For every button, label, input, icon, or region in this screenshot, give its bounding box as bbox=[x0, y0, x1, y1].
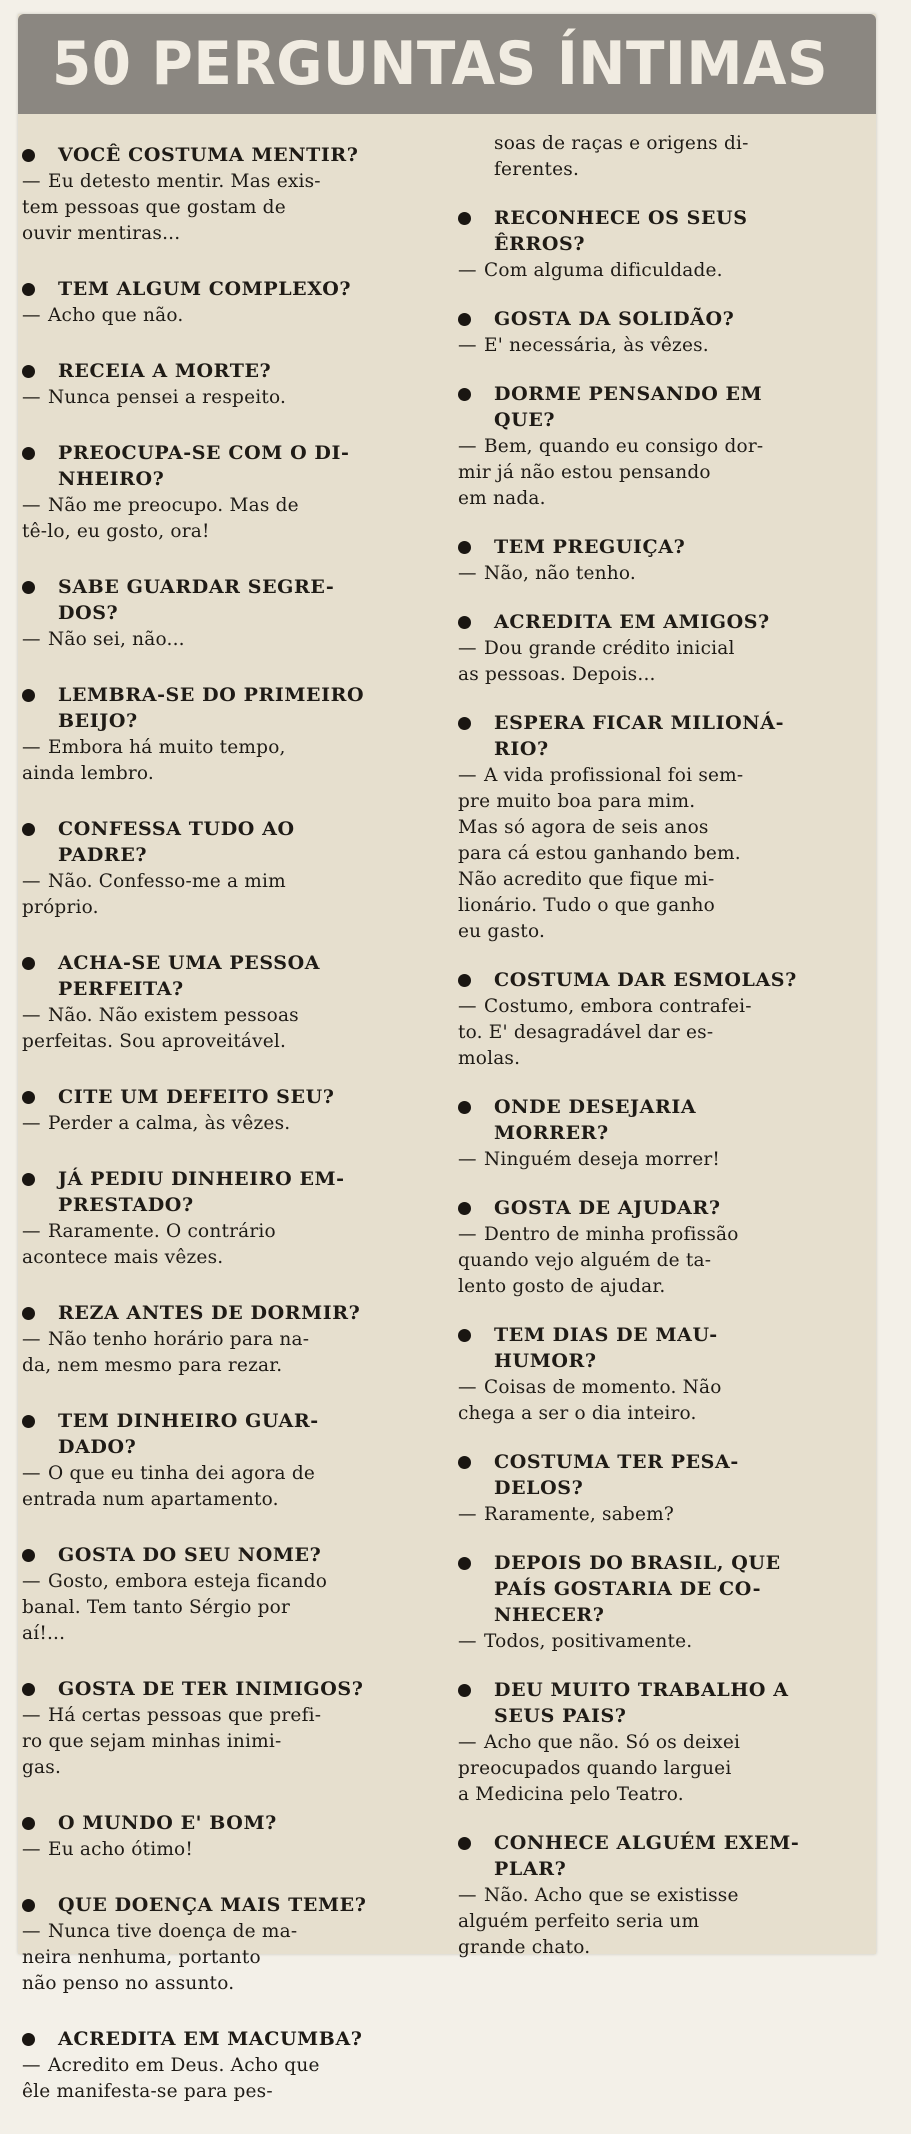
bullet-icon bbox=[458, 1557, 471, 1570]
answer-dash: — bbox=[22, 1329, 41, 1350]
answer-dash: — bbox=[458, 1377, 477, 1398]
answer-text bbox=[458, 258, 868, 284]
answer-text bbox=[22, 1327, 430, 1379]
question-item bbox=[22, 950, 430, 1055]
question-item bbox=[22, 816, 430, 921]
answer-dash: — bbox=[22, 1463, 41, 1484]
bullet-icon bbox=[458, 974, 471, 987]
answer-text bbox=[22, 1461, 430, 1513]
bullet-icon bbox=[22, 283, 35, 296]
answer-text bbox=[22, 1703, 430, 1781]
question-text: DEU MUITO TRABALHO A SEUS PAIS? bbox=[494, 1679, 789, 1727]
answer-dash: — bbox=[458, 1732, 477, 1753]
answer-dash: — bbox=[22, 2055, 41, 2076]
bullet-icon bbox=[22, 1817, 35, 1830]
bullet-icon bbox=[22, 1091, 35, 1104]
question-item bbox=[458, 710, 868, 945]
bullet-icon bbox=[22, 1415, 35, 1428]
bullet-icon bbox=[458, 1456, 471, 1469]
answer-dash: — bbox=[22, 1839, 41, 1860]
question-text: COSTUMA TER PESA- DELOS? bbox=[494, 1451, 739, 1499]
question-item bbox=[22, 1408, 430, 1513]
bullet-icon bbox=[458, 541, 471, 554]
question-text: CITE UM DEFEITO SEU? bbox=[58, 1086, 335, 1108]
answer-text bbox=[22, 1569, 430, 1647]
answer-body: Há certas pessoas que prefi- ro que sejam minhas inimi- gas. bbox=[22, 1705, 322, 1778]
question-item bbox=[22, 682, 430, 787]
answer-body: Nunca pensei a respeito. bbox=[48, 387, 287, 408]
bullet-icon bbox=[458, 1684, 471, 1697]
question-item bbox=[22, 1300, 430, 1379]
question-item bbox=[22, 1542, 430, 1647]
question-item bbox=[458, 381, 868, 512]
question-item bbox=[458, 1449, 868, 1528]
bullet-icon bbox=[458, 1202, 471, 1215]
question-text: TEM PREGUIÇA? bbox=[494, 536, 686, 558]
answer-body: Gosto, embora esteja ficando banal. Tem tanto Sérgio por aí!... bbox=[22, 1571, 328, 1644]
question-item bbox=[458, 1322, 868, 1427]
answer-body: Não tenho horário para na- da, nem mesmo para rezar. bbox=[22, 1329, 310, 1376]
bullet-icon bbox=[458, 212, 471, 225]
answer-body: Nunca tive doença de ma- neira nenhuma, portanto não penso no assunto. bbox=[22, 1921, 298, 1994]
answer-text bbox=[22, 1111, 430, 1137]
question-item bbox=[22, 276, 430, 329]
answer-text bbox=[22, 1919, 430, 1997]
question-item bbox=[458, 1830, 868, 1961]
bullet-icon bbox=[22, 581, 35, 594]
bullet-icon bbox=[458, 313, 471, 326]
answer-dash: — bbox=[22, 1921, 41, 1942]
answer-body: Dentro de minha profissão quando vejo alguém de ta- lento gosto de ajudar. bbox=[458, 1224, 739, 1297]
question-item bbox=[22, 142, 430, 247]
bullet-icon bbox=[22, 1549, 35, 1562]
question-item bbox=[22, 1810, 430, 1863]
answer-body: Acho que não. Só os deixei preocupados quando larguei a Medicina pelo Teatro. bbox=[458, 1732, 741, 1805]
answer-body: E' necessária, às vêzes. bbox=[484, 335, 709, 356]
question-item bbox=[22, 1676, 430, 1781]
answer-dash: — bbox=[458, 1504, 477, 1525]
question-text: GOSTA DO SEU NOME? bbox=[58, 1544, 322, 1566]
bullet-icon bbox=[458, 1329, 471, 1342]
answer-dash: — bbox=[22, 629, 41, 650]
question-text: TEM DINHEIRO GUAR- DADO? bbox=[58, 1410, 319, 1458]
question-text: RECEIA A MORTE? bbox=[58, 360, 272, 382]
bullet-icon bbox=[22, 957, 35, 970]
question-text: QUE DOENÇA MAIS TEME? bbox=[58, 1894, 367, 1916]
question-item bbox=[22, 1166, 430, 1271]
answer-body: Eu acho ótimo! bbox=[48, 1839, 194, 1860]
answer-dash: — bbox=[22, 871, 41, 892]
left-column bbox=[22, 142, 430, 2134]
question-text: ACREDITA EM AMIGOS? bbox=[494, 611, 770, 633]
answer-body: Embora há muito tempo, ainda lembro. bbox=[22, 737, 286, 784]
question-text: ESPERA FICAR MILIONÁ- RIO? bbox=[494, 712, 785, 760]
answer-body: Não. Confesso-me a mim próprio. bbox=[22, 871, 286, 918]
question-text: ACHA-SE UMA PESSOA PERFEITA? bbox=[58, 952, 321, 1000]
answer-dash: — bbox=[22, 1221, 41, 1242]
answer-dash: — bbox=[458, 638, 477, 659]
bullet-icon bbox=[22, 365, 35, 378]
answer-text bbox=[22, 303, 430, 329]
answer-body: Não sei, não... bbox=[48, 629, 185, 650]
answer-body: Não. Acho que se existisse alguém perfeito seria um grande chato. bbox=[458, 1885, 739, 1958]
answer-dash: — bbox=[22, 305, 41, 326]
question-item bbox=[458, 534, 868, 587]
answer-text bbox=[458, 1147, 868, 1173]
bullet-icon bbox=[458, 1101, 471, 1114]
question-item bbox=[458, 1094, 868, 1173]
question-item bbox=[458, 306, 868, 359]
answer-body: O que eu tinha dei agora de entrada num apartamento. bbox=[22, 1463, 316, 1510]
answer-body: Costumo, embora contrafei- to. E' desagradável dar es- molas. bbox=[458, 996, 752, 1069]
answer-body: Eu detesto mentir. Mas exis- tem pessoas que gostam de ouvir mentiras... bbox=[22, 171, 321, 244]
answer-text bbox=[22, 385, 430, 411]
question-item bbox=[458, 205, 868, 284]
question-text: GOSTA DE AJUDAR? bbox=[494, 1197, 721, 1219]
answer-text bbox=[458, 1730, 868, 1808]
question-item bbox=[458, 967, 868, 1072]
answer-continuation: soas de raças e origens di- ferentes. bbox=[494, 133, 749, 180]
question-text: DEPOIS DO BRASIL, QUE PAÍS GOSTARIA DE CO- NHECER? bbox=[494, 1552, 781, 1626]
answer-body: Não me preocupo. Mas de tê-lo, eu gosto, ora! bbox=[22, 495, 299, 542]
answer-dash: — bbox=[458, 1224, 477, 1245]
question-text: GOSTA DE TER INIMIGOS? bbox=[58, 1678, 364, 1700]
bullet-icon bbox=[458, 1837, 471, 1850]
answer-text bbox=[458, 333, 868, 359]
question-text: O MUNDO E' BOM? bbox=[58, 1812, 277, 1834]
answer-dash: — bbox=[458, 1631, 477, 1652]
question-text: RECONHECE OS SEUS ÊRROS? bbox=[494, 207, 748, 255]
bullet-icon bbox=[22, 149, 35, 162]
question-text: COSTUMA DAR ESMOLAS? bbox=[494, 969, 797, 991]
question-text: LEMBRA-SE DO PRIMEIRO BEIJO? bbox=[58, 684, 365, 732]
answer-body: Acho que não. bbox=[48, 305, 184, 326]
question-item bbox=[22, 1084, 430, 1137]
answer-text bbox=[22, 2053, 430, 2105]
answer-dash: — bbox=[458, 1885, 477, 1906]
answer-body: Acredito em Deus. Acho que êle manifesta-se para pes- bbox=[22, 2055, 320, 2102]
answer-dash: — bbox=[22, 1005, 41, 1026]
answer-body: Não. Não existem pessoas perfeitas. Sou aproveitável. bbox=[22, 1005, 299, 1052]
question-text: REZA ANTES DE DORMIR? bbox=[58, 1302, 361, 1324]
bullet-icon bbox=[22, 1307, 35, 1320]
question-text: JÁ PEDIU DINHEIRO EM- PRESTADO? bbox=[58, 1168, 345, 1216]
answer-text bbox=[22, 735, 430, 787]
answer-text bbox=[458, 1883, 868, 1961]
question-item bbox=[458, 609, 868, 688]
answer-dash: — bbox=[22, 1705, 41, 1726]
question-item bbox=[22, 574, 430, 653]
answer-dash: — bbox=[458, 996, 477, 1017]
bullet-icon bbox=[458, 717, 471, 730]
answer-text bbox=[458, 994, 868, 1072]
answer-body: Dou grande crédito inicial as pessoas. Depois... bbox=[458, 638, 735, 685]
question-text: TEM ALGUM COMPLEXO? bbox=[58, 278, 352, 300]
question-item bbox=[458, 1677, 868, 1808]
question-text: GOSTA DA SOLIDÃO? bbox=[494, 308, 735, 330]
answer-text bbox=[458, 1222, 868, 1300]
question-text: ONDE DESEJARIA MORRER? bbox=[494, 1096, 697, 1144]
answer-body: Todos, positivamente. bbox=[484, 1631, 693, 1652]
question-text: CONFESSA TUDO AO PADRE? bbox=[58, 818, 295, 866]
bullet-icon bbox=[458, 388, 471, 401]
answer-dash: — bbox=[458, 335, 477, 356]
answer-text bbox=[22, 1219, 430, 1271]
newspaper-clipping bbox=[18, 14, 876, 2102]
answer-text bbox=[22, 1837, 430, 1863]
right-column bbox=[458, 131, 868, 1983]
answer-dash: — bbox=[458, 260, 477, 281]
question-item bbox=[458, 1550, 868, 1655]
question-item bbox=[22, 1892, 430, 1997]
answer-dash: — bbox=[22, 171, 41, 192]
question-item bbox=[22, 2026, 430, 2105]
answer-dash: — bbox=[22, 387, 41, 408]
bullet-icon bbox=[22, 2033, 35, 2046]
answer-text bbox=[458, 1629, 868, 1655]
answer-text bbox=[458, 763, 868, 945]
bullet-icon bbox=[22, 689, 35, 702]
bullet-icon bbox=[22, 1173, 35, 1186]
answer-text bbox=[22, 627, 430, 653]
bullet-icon bbox=[458, 616, 471, 629]
question-text: TEM DIAS DE MAU- HUMOR? bbox=[494, 1324, 718, 1372]
answer-body: Não, não tenho. bbox=[484, 563, 636, 584]
title-banner bbox=[18, 14, 876, 114]
answer-body: Coisas de momento. Não chega a ser o dia inteiro. bbox=[458, 1377, 722, 1424]
answer-text bbox=[458, 1375, 868, 1427]
question-text: DORME PENSANDO EM QUE? bbox=[494, 383, 763, 431]
answer-dash: — bbox=[458, 1149, 477, 1170]
answer-body: A vida profissional foi sem- pre muito boa para mim. Mas só agora de seis anos para cá estou ganhando bem. Não acredito que fique mi- lionário. Tudo o que ganho eu gasto. bbox=[458, 765, 744, 942]
answer-body: Bem, quando eu consigo dor- mir já não estou pensando em nada. bbox=[458, 436, 764, 509]
question-text: CONHECE ALGUÉM EXEM- PLAR? bbox=[494, 1832, 800, 1880]
question-text: VOCÊ COSTUMA MENTIR? bbox=[58, 144, 359, 166]
answer-body: Com alguma dificuldade. bbox=[484, 260, 723, 281]
question-text: SABE GUARDAR SEGRE- DOS? bbox=[58, 576, 335, 624]
answer-text bbox=[458, 434, 868, 512]
answer-body: Ninguém deseja morrer! bbox=[484, 1149, 721, 1170]
bullet-icon bbox=[22, 1899, 35, 1912]
answer-text bbox=[22, 169, 430, 247]
answer-text bbox=[22, 493, 430, 545]
answer-body: Raramente, sabem? bbox=[484, 1504, 674, 1525]
question-item bbox=[22, 440, 430, 545]
answer-dash: — bbox=[22, 1113, 41, 1134]
bullet-icon bbox=[22, 1683, 35, 1696]
answer-text bbox=[458, 636, 868, 688]
answer-dash: — bbox=[458, 563, 477, 584]
answer-dash: — bbox=[458, 436, 477, 457]
question-item bbox=[458, 1195, 868, 1300]
answer-dash: — bbox=[22, 737, 41, 758]
answer-body: Raramente. O contrário acontece mais vêzes. bbox=[22, 1221, 276, 1268]
answer-body: Perder a calma, às vêzes. bbox=[48, 1113, 291, 1134]
answer-dash: — bbox=[22, 1571, 41, 1592]
question-item bbox=[22, 358, 430, 411]
answer-text bbox=[22, 1003, 430, 1055]
bullet-icon bbox=[22, 823, 35, 836]
bullet-icon bbox=[22, 447, 35, 460]
answer-text bbox=[458, 561, 868, 587]
answer-text bbox=[22, 869, 430, 921]
page-title: 50 PERGUNTAS ÍNTIMAS bbox=[52, 29, 829, 99]
question-text: PREOCUPA-SE COM O DI- NHEIRO? bbox=[58, 442, 350, 490]
answer-dash: — bbox=[458, 765, 477, 786]
answer-text bbox=[458, 1502, 868, 1528]
answer-dash: — bbox=[22, 495, 41, 516]
question-text: ACREDITA EM MACUMBA? bbox=[58, 2028, 363, 2050]
